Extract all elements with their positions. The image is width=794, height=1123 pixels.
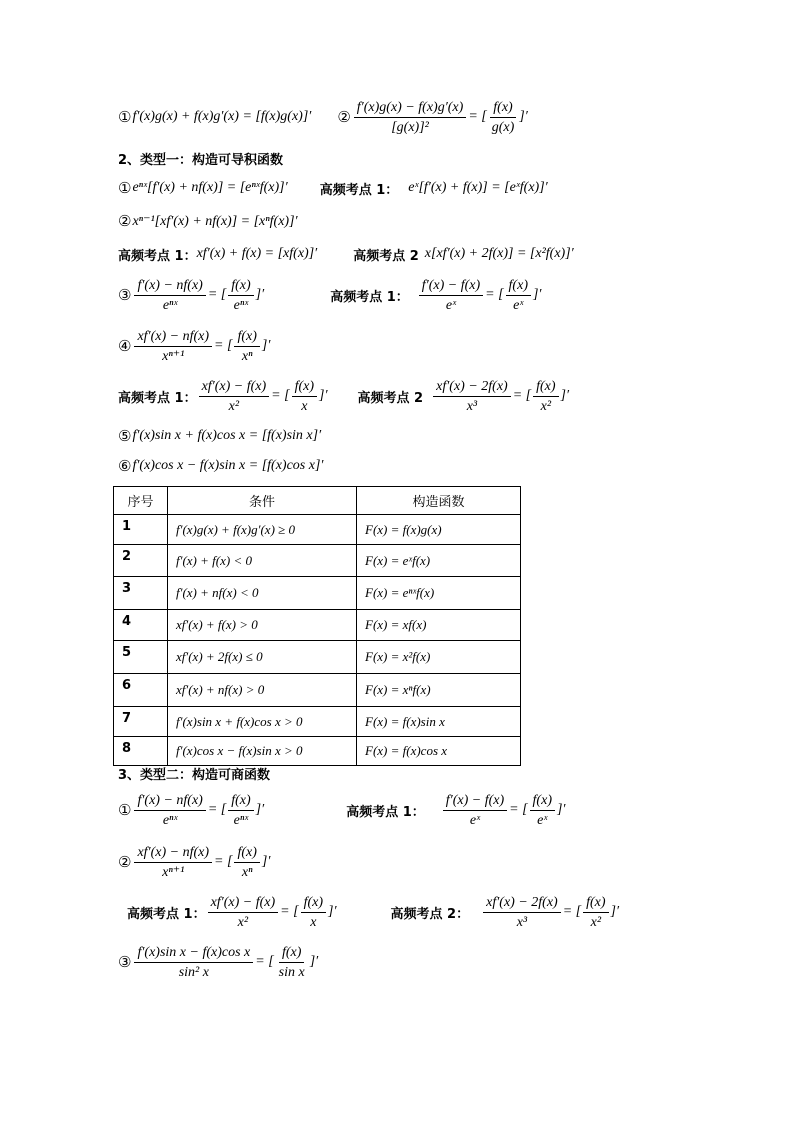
formula-line-p5: ④ $\frac{xf'(x) - nf(x)}{\text{xⁿ⁺¹}}$ = [ $\frac{f(x)}{\text{xⁿ}}$ ]′ <box>118 328 271 364</box>
fraction: $\frac{xf'(x) - 2f(x)}{\text{x³}}$ <box>433 378 511 415</box>
high-frequency-label: 高频考点 1： <box>319 182 399 198</box>
fraction: $\frac{xf'(x) - f(x)}{\text{x²}}$ <box>199 378 270 415</box>
formula-line-q2: ② $\frac{xf'(x) - nf(x)}{\text{xⁿ⁺¹}}$ = [ $\frac{f(x)}{\text{xⁿ}}$ ]′ <box>118 844 271 880</box>
formula-line-p7: ⑤ f′(x)sin x + f(x)cos x = [f(x)sin x]′ <box>118 427 322 445</box>
circled-number: ① <box>118 108 132 126</box>
formula-line-p3: 高频考点 1： xf′(x) + f(x) = [xf(x)]′ 高频考点 2 x[xf′(x) + 2f(x)] = [x²f(x)]′ <box>118 246 574 264</box>
table-row: 5 xf′(x) + 2f(x) ≤ 0 F(x) = x²f(x) <box>114 641 521 674</box>
table-row: 2 f′(x) + f(x) < 0 F(x) = eˣf(x) <box>114 545 521 577</box>
table-row: 8 f′(x)cos x − f(x)sin x > 0 F(x) = f(x)cos x <box>114 737 521 766</box>
fraction: $\frac{f'(x)g(x) - f(x)g'(x)}{\text{[g(x)]²}}$ <box>354 99 467 136</box>
table-row: 7 f′(x)sin x + f(x)cos x > 0 F(x) = f(x)sin x <box>114 707 521 737</box>
fraction: $\frac{f(x)}{\text{eⁿˣ}}$ <box>228 792 253 829</box>
fraction: $\frac{f(x)}{\text{xⁿ}}$ <box>234 328 259 365</box>
formula-product-rule: f′(x)g(x) + f(x)g′(x) = [f(x)g(x)]′ <box>132 109 312 124</box>
fraction: $\frac{f(x)}{\text{eˣ}}$ <box>530 792 555 829</box>
section-heading-3: 3、类型二：构造可商函数 <box>118 767 271 783</box>
table-row: 3 f′(x) + nf(x) < 0 F(x) = eⁿˣf(x) <box>114 577 521 610</box>
fraction: $\frac{f'(x) - nf(x)}{\text{eⁿˣ}}$ <box>134 277 205 314</box>
fraction: $\frac{\text{f′(x)sin x − f(x)cos x}}{\text{sin² x}}$ <box>134 944 253 981</box>
fraction: $\frac{xf'(x) - 2f(x)}{\text{x³}}$ <box>483 894 561 931</box>
formula-line-p6: 高频考点 1： $\frac{xf'(x) - f(x)}{\text{x²}}$ = [ $\frac{f(x)}{x}$ ]′ 高频考点 2 $\frac{xf'(x) - 2f(x)}{\text{x³}}$ = [ $\frac{f(x)}{\text{x²}}$ ]′ <box>118 378 570 414</box>
formula-line-p2: ② xⁿ⁻¹[xf′(x) + nf(x)] = [xⁿf(x)]′ <box>118 212 298 230</box>
fraction: $\frac{f(x)}{x}$ <box>292 378 317 415</box>
fraction: $\frac{f(x)}{\text{x²}}$ <box>533 378 558 415</box>
fraction: $\frac{f(x)}{g(x)}$ <box>491 99 515 135</box>
circled-number: ② <box>337 108 351 126</box>
fraction: $\frac{f'(x) - nf(x)}{\text{eⁿˣ}}$ <box>134 792 205 829</box>
fraction: $\frac{xf'(x) - f(x)}{\text{x²}}$ <box>208 894 279 931</box>
section-heading-2: 2、类型一：构造可导积函数 <box>118 152 284 168</box>
col-header-function: 构造函数 <box>357 487 521 515</box>
formula-line-p8: ⑥ f′(x)cos x − f(x)sin x = [f(x)cos x]′ <box>118 457 324 475</box>
table-row: 6 xf′(x) + nf(x) > 0 F(x) = xⁿf(x) <box>114 674 521 707</box>
fraction: $\frac{f(x)}{x}$ <box>301 894 326 931</box>
formula-line-p1: ① eⁿˣ[f′(x) + nf(x)] = [eⁿˣf(x)]′ 高频考点 1： eˣ[f′(x) + f(x)] = [eˣf(x)]′ <box>118 179 548 198</box>
construct-function-table <box>113 486 521 766</box>
formula-line-q4: ③ $\frac{\text{f′(x)sin x − f(x)cos x}}{\text{sin² x}}$ = [ $\frac{f(x)}{\text{sin x}}$ ]′ <box>118 944 319 980</box>
table-row: 4 xf′(x) + f(x) > 0 F(x) = xf(x) <box>114 610 521 641</box>
fraction: $\frac{f(x)}{\text{eˣ}}$ <box>506 277 531 314</box>
table-header-row <box>114 487 521 515</box>
formula-line-p4: ③ $\frac{f'(x) - nf(x)}{\text{eⁿˣ}}$ = [ $\frac{f(x)}{\text{eⁿˣ}}$ ]′ 高频考点 1： $\frac{f'(x) - f(x)}{\text{eˣ}}$ = [ $\frac{f(x)}{\text{eˣ}}$ ]′ <box>118 277 542 313</box>
col-header-condition: 条件 <box>168 487 357 515</box>
fraction: $\frac{f(x)}{\text{eⁿˣ}}$ <box>228 277 253 314</box>
fraction: $\frac{xf'(x) - nf(x)}{\text{xⁿ⁺¹}}$ <box>134 328 212 365</box>
fraction: $\frac{f(x)}{\text{xⁿ}}$ <box>234 844 259 881</box>
formula-line-q3: 高频考点 1： $\frac{xf'(x) - f(x)}{\text{x²}}$ = [ $\frac{f(x)}{x}$ ]′ 高频考点 2： $\frac{xf'(x) - 2f(x)}{\text{x³}}$ = [ $\frac{f(x)}{\text{x²}}$ ]′ <box>127 894 620 930</box>
fraction: $\frac{xf'(x) - nf(x)}{\text{xⁿ⁺¹}}$ <box>134 844 212 881</box>
fraction: $\frac{f'(x) - f(x)}{\text{eˣ}}$ <box>419 277 483 314</box>
fraction: $\frac{f(x)}{\text{sin x}}$ <box>278 944 305 980</box>
fraction: $\frac{f(x)}{\text{x²}}$ <box>583 894 608 931</box>
formula-line-1: ① f′(x)g(x) + f(x)g′(x) = [f(x)g(x)]′ ② $\frac{f'(x)g(x) - f(x)g'(x)}{\text{[g(x)]²}}$ = [ $\frac{f(x)}{g(x)}$ ]′ <box>118 99 528 135</box>
table-row: 1 f′(x)g(x) + f(x)g′(x) ≥ 0 F(x) = f(x)g(x) <box>114 515 521 545</box>
col-header-index: 序号 <box>114 487 168 515</box>
fraction: $\frac{f'(x) - f(x)}{\text{eˣ}}$ <box>443 792 507 829</box>
formula-line-q1: ① $\frac{f'(x) - nf(x)}{\text{eⁿˣ}}$ = [ $\frac{f(x)}{\text{eⁿˣ}}$ ]′ 高频考点 1： $\frac{f'(x) - f(x)}{\text{eˣ}}$ = [ $\frac{f(x)}{\text{eˣ}}$ ]′ <box>118 792 566 828</box>
